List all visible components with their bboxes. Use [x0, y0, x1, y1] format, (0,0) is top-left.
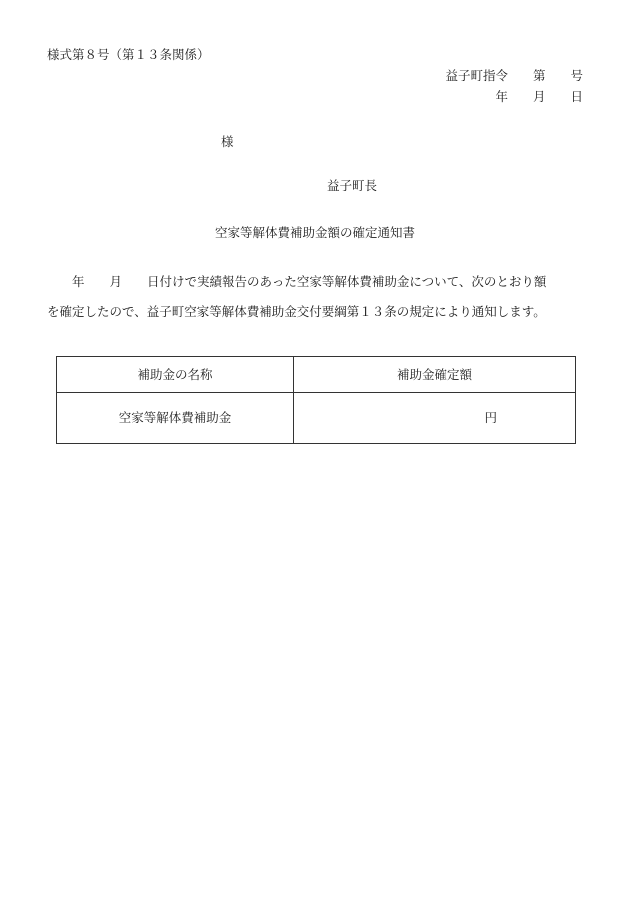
- sender-name: 益子町長: [327, 178, 378, 193]
- document-title: 空家等解体費補助金額の確定通知書: [214, 225, 415, 240]
- table-cell-subsidy-name: 空家等解体費補助金: [118, 410, 232, 425]
- table-header-name: 補助金の名称: [137, 367, 213, 382]
- table-header-amount: 補助金確定額: [396, 367, 472, 382]
- body-text-line-2: を確定したので、益子町空家等解体費補助金交付要綱第１３条の規定により通知します。: [47, 304, 546, 319]
- addressee-honorific: 様: [221, 134, 234, 149]
- subsidy-table: [56, 356, 576, 444]
- document-number: 益子町指令 第 号: [445, 68, 583, 83]
- table-cell-amount-unit: 円: [484, 410, 497, 425]
- body-text-line-1: 年 月 日付けで実績報告のあった空家等解体費補助金について、次のとおり額: [47, 274, 547, 289]
- table-row-divider: [57, 392, 575, 393]
- document-date: 年 月 日: [495, 89, 583, 104]
- form-number-label: 様式第８号（第１３条関係）: [47, 47, 210, 62]
